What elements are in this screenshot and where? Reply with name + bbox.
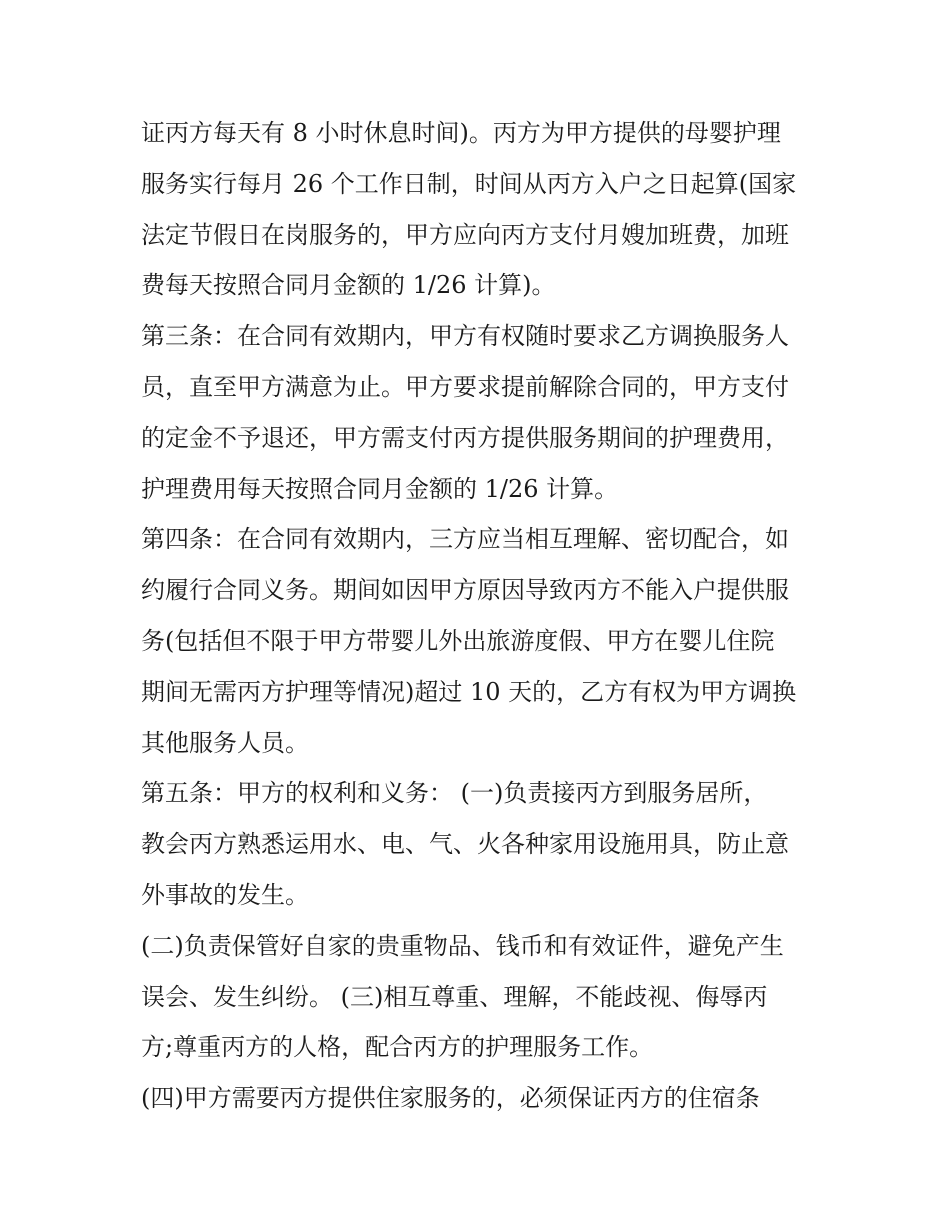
text-line: 约履行合同义务。期间如因甲方原因导致丙方不能入户提供服 — [141, 576, 789, 605]
document-body — [141, 108, 831, 1124]
text-line: 护理费用每天按照合同月金额的 1/26 计算。 — [141, 474, 619, 503]
text-line: 期间无需丙方护理等情况)超过 10 天的，乙方有权为甲方调换 — [141, 677, 797, 706]
text-line: 教会丙方熟悉运用水、电、气、火各种家用设施用具，防止意 — [141, 830, 789, 859]
text-line: 外事故的发生。 — [141, 880, 309, 909]
text-line: 其他服务人员。 — [141, 728, 309, 757]
text-line: (四)甲方需要丙方提供住家服务的，必须保证丙方的住宿条 — [141, 1084, 760, 1113]
text-line: 务(包括但不限于甲方带婴儿外出旅游度假、甲方在婴儿住院 — [141, 626, 775, 655]
text-line: 方;尊重丙方的人格，配合丙方的护理服务工作。 — [141, 1033, 654, 1062]
article-5-line: 第五条：甲方的权利和义务： (一)负责接丙方到服务居所， — [141, 779, 768, 808]
text-line: 服务实行每月 26 个工作日制，时间从丙方入户之日起算(国家 — [141, 169, 797, 198]
text-line: 证丙方每天有 8 小时休息时间)。丙方为甲方提供的母婴护理 — [141, 119, 781, 147]
text-line: 员，直至甲方满意为止。甲方要求提前解除合同的，甲方支付 — [141, 372, 789, 401]
text-line: 费每天按照合同月金额的 1/26 计算)。 — [141, 271, 556, 300]
article-4-line: 第四条：在合同有效期内，三方应当相互理解、密切配合，如 — [141, 525, 789, 554]
article-3-line: 第三条：在合同有效期内，甲方有权随时要求乙方调换服务人 — [141, 322, 789, 351]
text-line: 误会、发生纠纷。 (三)相互尊重、理解，不能歧视、侮辱丙 — [141, 982, 768, 1011]
text-line: 法定节假日在岗服务的，甲方应向丙方支付月嫂加班费，加班 — [141, 220, 789, 249]
text-line: (二)负责保管好自家的贵重物品、钱币和有效证件，避免产生 — [141, 931, 784, 960]
text-line: 的定金不予退还，甲方需支付丙方提供服务期间的护理费用， — [141, 423, 789, 452]
